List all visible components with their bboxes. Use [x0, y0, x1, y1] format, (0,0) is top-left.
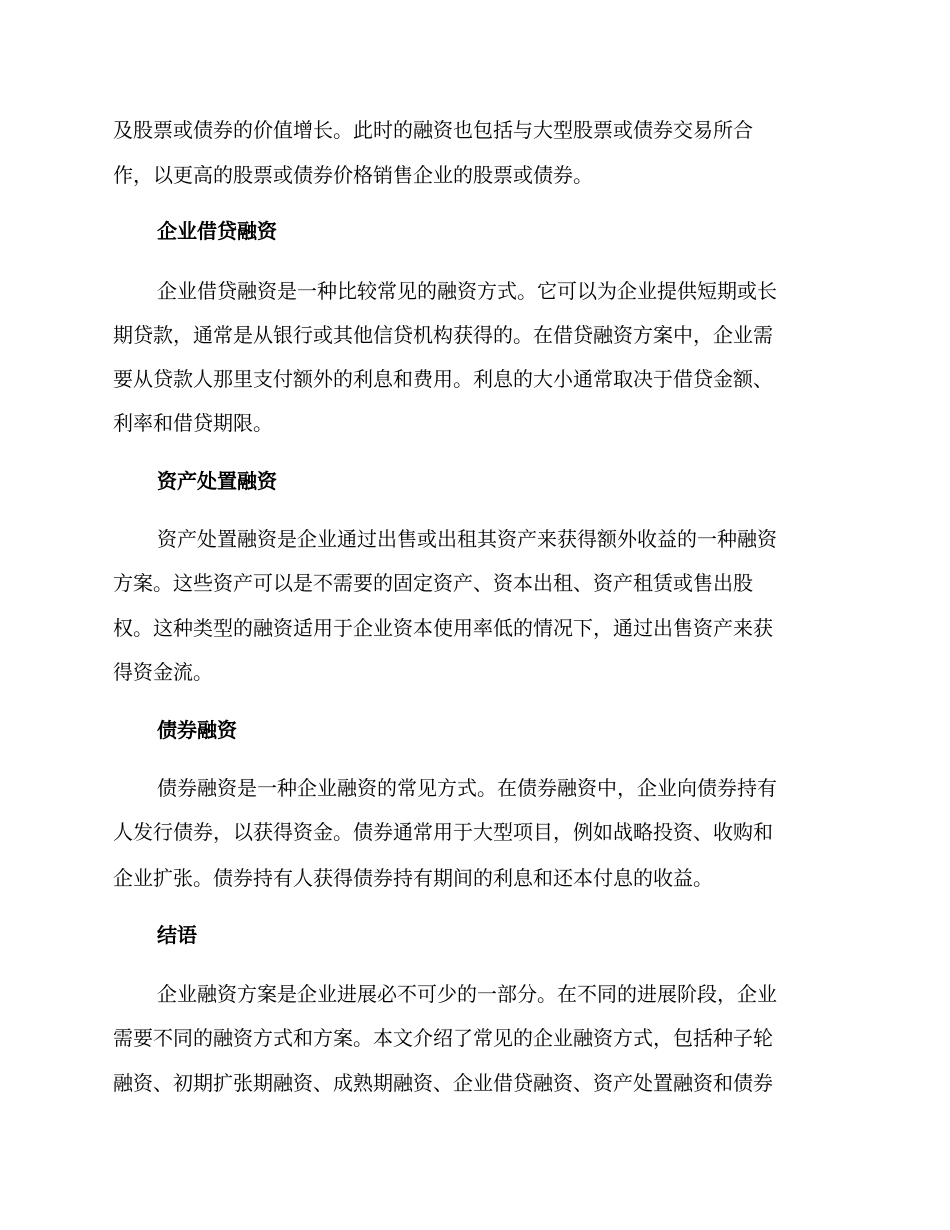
paragraph-line: 期贷款，通常是从银行或其他信贷机构获得的。在借贷融资方案中，企业需	[113, 323, 773, 347]
paragraph-line: 企业借贷融资是一种比较常见的融资方式。它可以为企业提供短期或长	[157, 279, 777, 303]
section-heading-bond: 债券融资	[157, 718, 237, 742]
paragraph-line: 及股票或债券的价值增长。此时的融资也包括与大型股票或债券交易所合	[113, 118, 753, 142]
paragraph-line: 资产处置融资是企业通过出售或出租其资产来获得额外收益的一种融资	[157, 527, 777, 551]
paragraph-line: 需要不同的融资方式和方案。本文介绍了常见的企业融资方式，包括种子轮	[113, 1026, 773, 1050]
paragraph-line: 要从贷款人那里支付额外的利息和费用。利息的大小通常取决于借贷金额、	[113, 367, 773, 391]
paragraph-line: 方案。这些资产可以是不需要的固定资产、资本出租、资产租赁或售出股	[113, 571, 753, 595]
paragraph-line: 人发行债券，以获得资金。债券通常用于大型项目，例如战略投资、收购和	[113, 820, 773, 844]
paragraph-line: 融资、初期扩张期融资、成熟期融资、企业借贷融资、资产处置融资和债券	[113, 1071, 773, 1095]
section-heading-asset: 资产处置融资	[157, 469, 277, 493]
paragraph-line: 债券融资是一种企业融资的常见方式。在债券融资中，企业向债券持有	[157, 776, 777, 800]
paragraph-line: 企业扩张。债券持有人获得债券持有期间的利息和还本付息的收益。	[113, 866, 713, 890]
paragraph-line: 利率和借贷期限。	[113, 411, 273, 435]
section-heading-loan: 企业借贷融资	[157, 219, 277, 243]
paragraph-line: 权。这种类型的融资适用于企业资本使用率低的情况下，通过出售资产来获	[113, 616, 773, 640]
paragraph-line: 企业融资方案是企业进展必不可少的一部分。在不同的进展阶段，企业	[157, 982, 777, 1006]
paragraph-line: 得资金流。	[113, 660, 213, 684]
section-heading-conclusion: 结语	[157, 923, 197, 947]
paragraph-line: 作，以更高的股票或债券价格销售企业的股票或债券。	[113, 163, 593, 187]
